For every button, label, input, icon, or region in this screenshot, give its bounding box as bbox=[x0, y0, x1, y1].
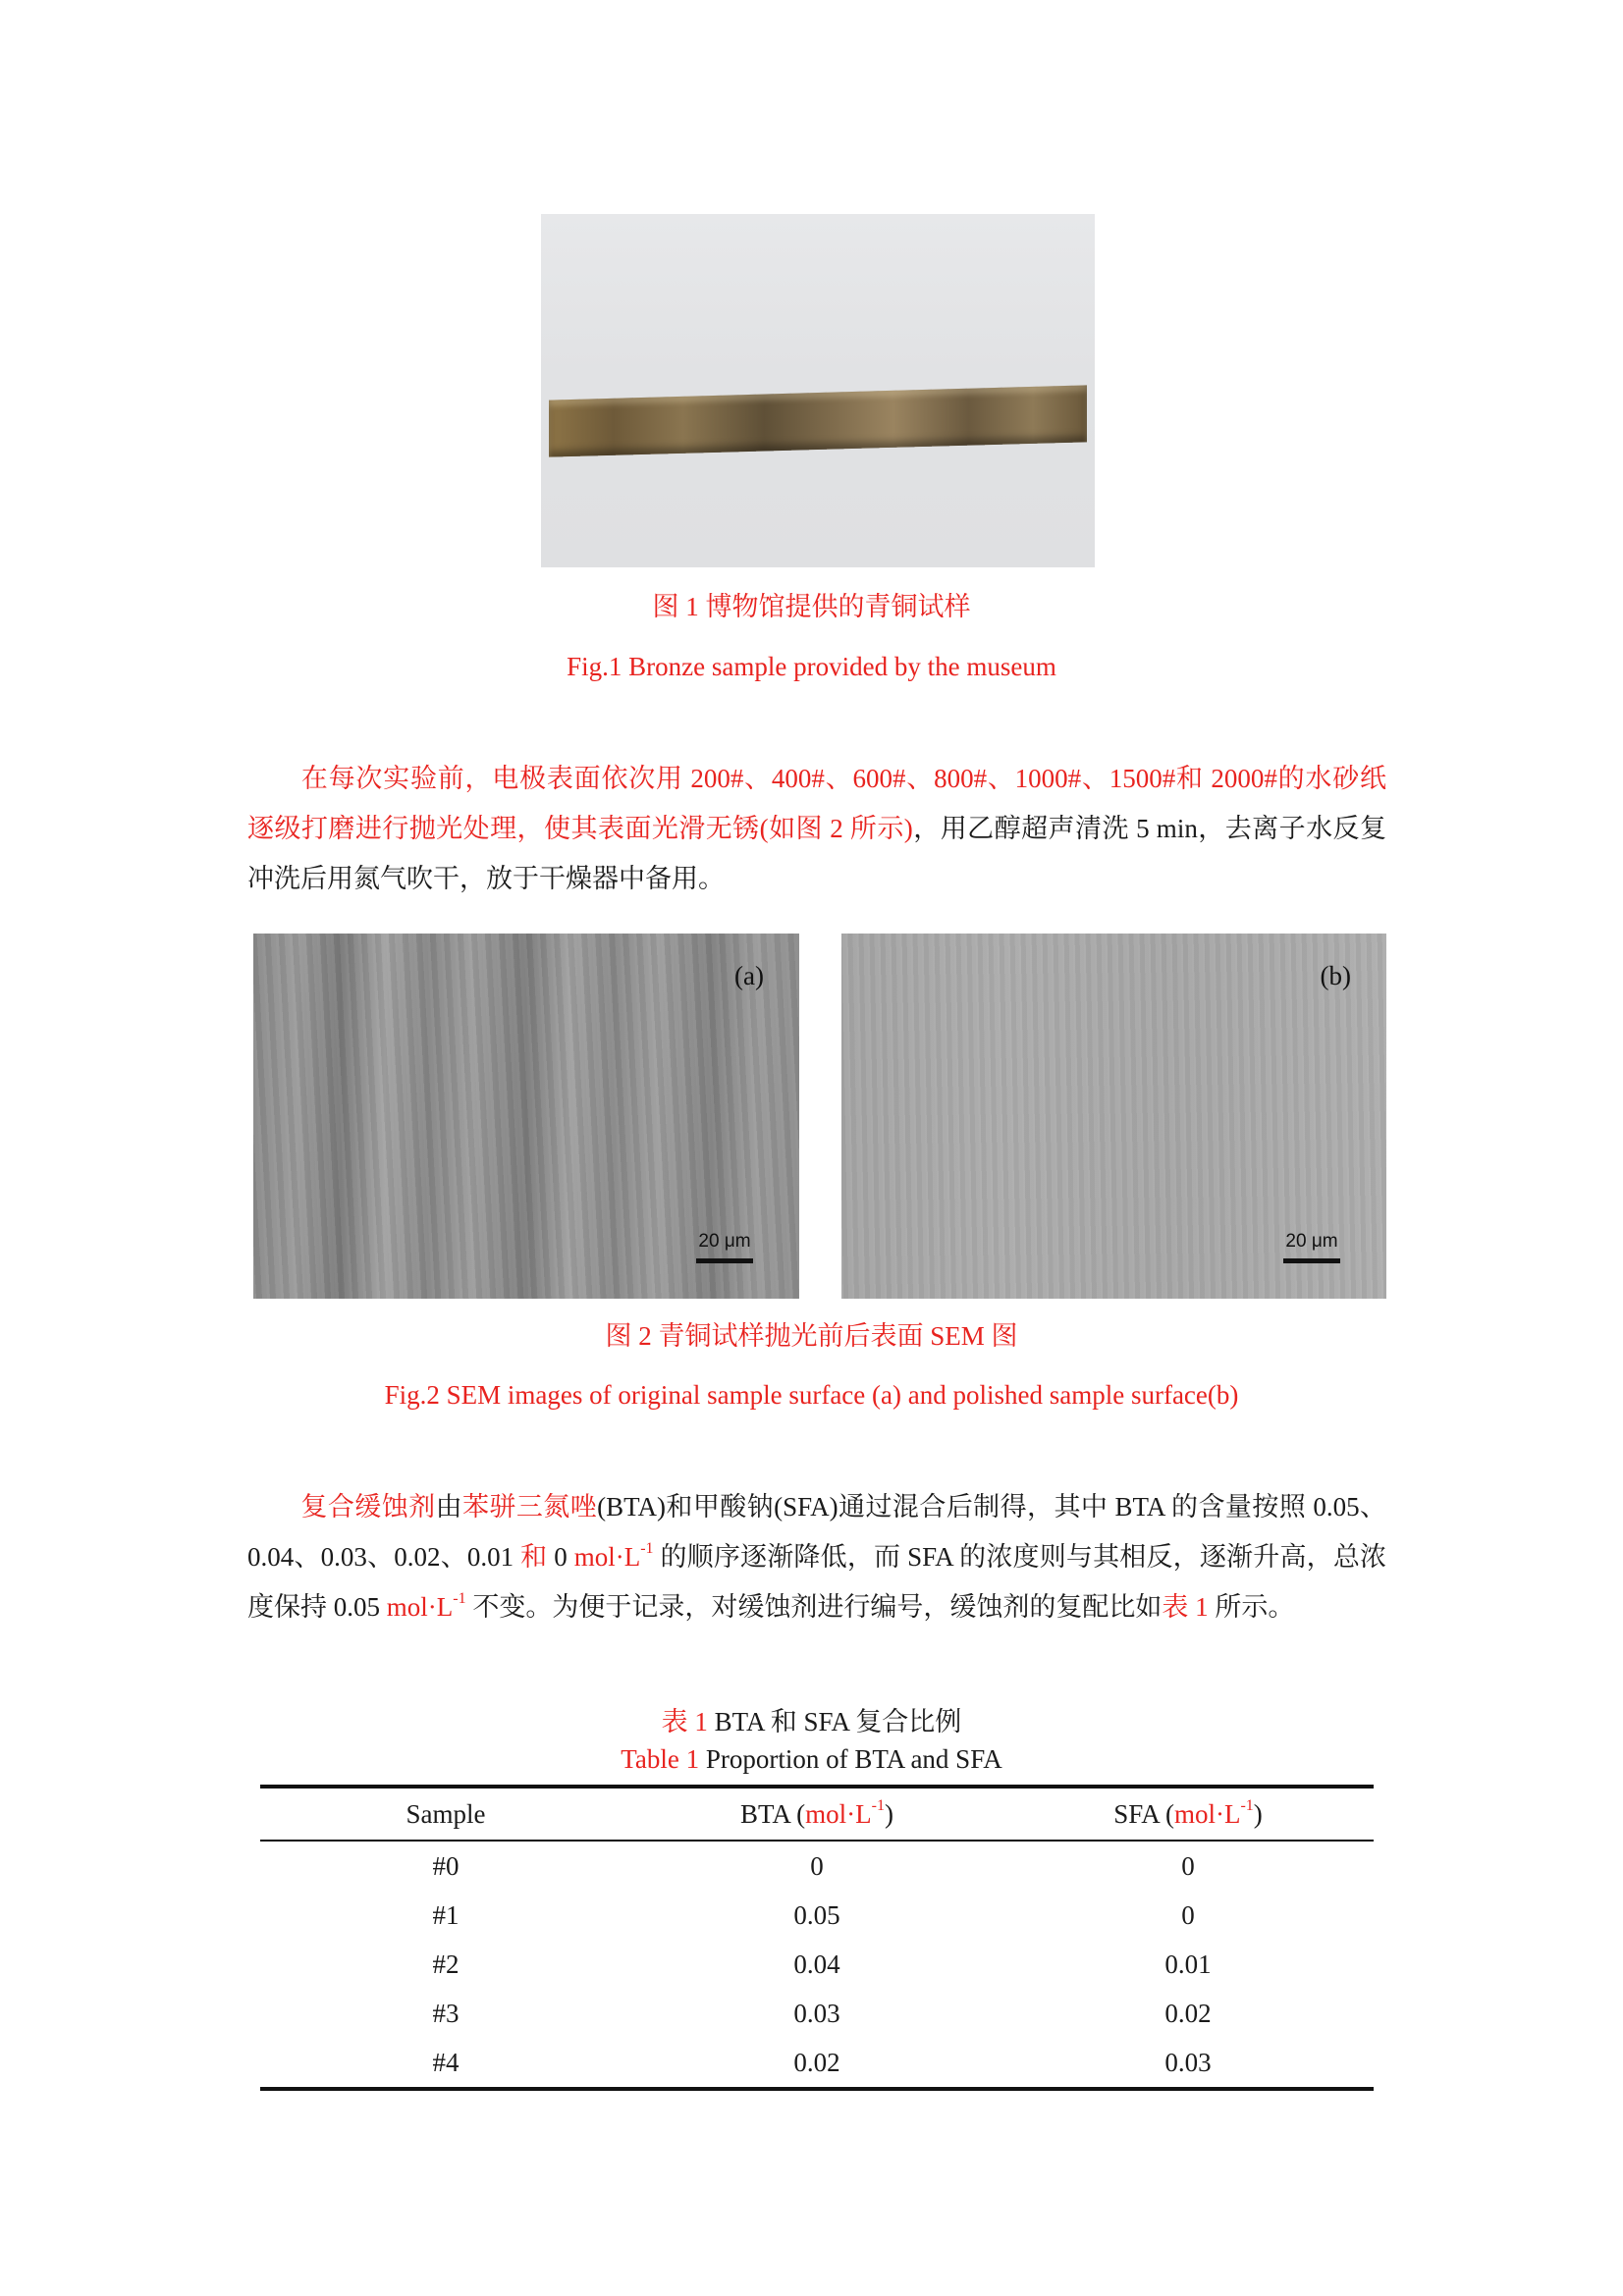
cell-sample: #4 bbox=[260, 2038, 631, 2089]
cell-bta: 0.03 bbox=[793, 1998, 840, 2028]
paragraph-inhibitor bbox=[247, 1482, 1386, 1632]
p2-unit-2-sup: -1 bbox=[453, 1590, 466, 1607]
header-bta bbox=[631, 1787, 1002, 1841]
scale-bar-b bbox=[1280, 1231, 1343, 1263]
table1-title-en bbox=[0, 1744, 1623, 1775]
scale-bar-b-line bbox=[1283, 1258, 1340, 1263]
scale-bar-a-line bbox=[696, 1258, 753, 1263]
table1-title-cn-text: BTA 和 SFA 复合比例 bbox=[707, 1707, 962, 1736]
header-bta-unit-sup: -1 bbox=[871, 1796, 885, 1814]
cell-sample: #1 bbox=[432, 1899, 460, 1930]
figure1-caption-en: Fig.1 Bronze sample provided by the museum bbox=[567, 652, 1056, 681]
header-sample: Sample bbox=[260, 1787, 631, 1841]
p2-table-ref: 表 1 bbox=[1162, 1592, 1209, 1622]
cell-sfa: 0 bbox=[1181, 1899, 1195, 1930]
p2-unit-2-text: mol·L bbox=[386, 1592, 454, 1622]
paragraph1-text: ，用乙醇超声清洗 5 min，去离子水反复冲洗后用氮气吹干，放于干燥器中备用。 bbox=[247, 814, 1386, 893]
header-sfa-close: ) bbox=[1253, 1798, 1263, 1829]
table-row bbox=[260, 1989, 1374, 2038]
cell-sample: #3 bbox=[432, 1998, 460, 2028]
header-sfa-unit-sup: -1 bbox=[1240, 1796, 1254, 1814]
table-row bbox=[260, 1841, 1374, 1891]
scale-bar-a-text: 20 μm bbox=[698, 1231, 751, 1252]
cell-sfa: 0.03 bbox=[1002, 2038, 1374, 2089]
figure1-caption-cn: 图 1 博物馆提供的青铜试样 bbox=[652, 592, 971, 621]
figure2-caption-cn: 图 2 青铜试样抛光前后表面 SEM 图 bbox=[605, 1321, 1018, 1351]
header-bta-prefix: BTA ( bbox=[740, 1798, 806, 1829]
p2-unit-2 bbox=[387, 1592, 466, 1622]
p2-text-1: 由 bbox=[435, 1492, 463, 1522]
table-row bbox=[260, 2038, 1374, 2089]
cell-bta: 0.04 bbox=[793, 1949, 840, 1979]
header-bta-unit-text: mol·L bbox=[805, 1798, 872, 1829]
p2-text-6: 所示。 bbox=[1208, 1592, 1295, 1622]
p2-text-4: 的顺序逐渐降低，而 SFA 的浓度则与其相反，逐渐升高，总浓度保持 0.05 bbox=[247, 1542, 1387, 1622]
cell-sample: #2 bbox=[432, 1949, 460, 1979]
table1-title-cn bbox=[0, 1700, 1623, 1738]
cell-sfa: 0.02 bbox=[1164, 1998, 1212, 2028]
sem-image-polished bbox=[841, 934, 1386, 1299]
cell-bta: 0 bbox=[810, 1850, 824, 1881]
bronze-sample-photo bbox=[541, 214, 1095, 567]
cell-bta: 0.05 bbox=[793, 1899, 840, 1930]
table-row bbox=[260, 1940, 1374, 1989]
panel-b-label: (b) bbox=[1320, 961, 1351, 990]
table1-label-cn: 表 1 bbox=[661, 1707, 708, 1736]
cell-sample: #0 bbox=[432, 1850, 460, 1881]
cell-sfa: 0 bbox=[1181, 1850, 1195, 1881]
p2-and-term: 和 bbox=[520, 1542, 548, 1572]
header-bta-unit bbox=[805, 1796, 885, 1829]
bronze-bar-image bbox=[549, 385, 1087, 456]
cell-sfa: 0.01 bbox=[1164, 1949, 1212, 1979]
p2-text-2: (BTA)和甲酸钠(SFA)通过混合后制得，其中 BTA 的含量按照 0.05、0.04、0.03、0.02、0.01 bbox=[247, 1492, 1387, 1572]
header-sfa-unit bbox=[1173, 1796, 1254, 1829]
p2-unit-1-sup: -1 bbox=[640, 1540, 654, 1557]
table-row bbox=[260, 1891, 1374, 1940]
paragraph-polishing bbox=[247, 754, 1386, 904]
cell-bta: 0.02 bbox=[631, 2038, 1002, 2089]
scale-bar-a bbox=[693, 1231, 756, 1263]
table1-title-en-text: Proportion of BTA and SFA bbox=[699, 1744, 1002, 1774]
figure2-caption-en: Fig.2 SEM images of original sample surface (a) and polished sample surface(b) bbox=[384, 1380, 1239, 1410]
header-bta-close: ) bbox=[884, 1798, 893, 1829]
p2-text-5: 不变。为便于记录，对缓蚀剂进行编号，缓蚀剂的复配比如 bbox=[465, 1592, 1163, 1622]
scale-bar-b-text: 20 μm bbox=[1285, 1231, 1338, 1252]
table1-label-en: Table 1 bbox=[621, 1744, 700, 1774]
header-sfa-unit-text: mol·L bbox=[1173, 1798, 1241, 1829]
panel-a-label: (a) bbox=[734, 961, 764, 990]
p2-bta-term: 苯骈三氮唑 bbox=[462, 1492, 598, 1522]
p2-text-3: 0 bbox=[547, 1542, 574, 1572]
proportion-table bbox=[260, 1785, 1374, 2091]
table-header-row bbox=[260, 1787, 1374, 1841]
p2-inhibitor-term: 复合缓蚀剂 bbox=[300, 1492, 436, 1522]
p2-unit-1-text: mol·L bbox=[573, 1542, 641, 1572]
p2-unit-1 bbox=[574, 1542, 654, 1572]
header-sfa-prefix: SFA ( bbox=[1113, 1798, 1174, 1829]
sem-image-original bbox=[253, 934, 799, 1299]
header-sfa bbox=[1002, 1787, 1374, 1841]
paragraph1-red-text: 在每次实验前，电极表面依次用 200#、400#、600#、800#、1000#、1500#和 2000#的水砂纸逐级打磨进行抛光处理，使其表面光滑无锈(如图 2 所示) bbox=[247, 764, 1386, 843]
